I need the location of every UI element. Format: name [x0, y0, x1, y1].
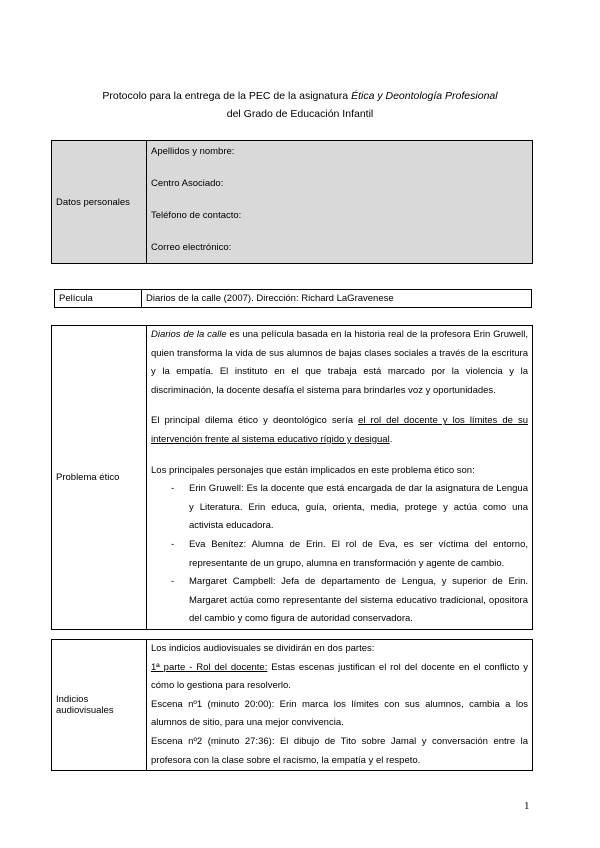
page-number: 1 — [524, 800, 530, 812]
dilemma-prefix: El principal dilema ético y deontológico sería — [151, 415, 359, 427]
name-field[interactable]: Apellidos y nombre: — [151, 146, 235, 157]
dilemma-underlined: el rol del docente y los límites de su intervención frente al sistema educativo rígido y desigual — [151, 415, 528, 445]
title-prefix: Protocolo para la entrega de la PEC de la asignatura — [102, 90, 352, 102]
part1-paragraph — [151, 659, 528, 696]
ethical-problem-label: Problema ético — [52, 326, 147, 630]
audiovisual-label: Indicios audiovisuales — [52, 640, 147, 771]
audiovisual-table — [51, 639, 533, 771]
list-item: - Eva Benítez: Alumna de Erin. El rol de Eva, es ser víctima del entorno, representante de un grupo, alumna en transformación y agente de cambio. — [171, 536, 528, 573]
characters-list — [151, 480, 528, 629]
characters-intro: Los principales personajes que están implicados en este problema ético son: — [151, 464, 475, 476]
phone-field[interactable]: Teléfono de contacto: — [151, 210, 242, 221]
personal-data-label: Datos personales — [52, 141, 147, 264]
ethical-problem-content — [147, 326, 533, 630]
subject-name: Ética y Deontología Profesional — [351, 90, 498, 102]
document-subtitle: del Grado de Educación Infantil — [226, 108, 374, 120]
center-field[interactable]: Centro Asociado: — [151, 178, 224, 189]
film-value: Diarios de la calle (2007). Dirección: Richard LaGravenese — [142, 290, 532, 308]
list-item: - Margaret Campbell: Jefa de departamento de Lengua, y superior de Erin. Margaret actúa como representante del sistema educativo tradicional, opositora del cambio y como figura de autoridad conservadora. — [171, 573, 528, 629]
scene2-paragraph: Escena nº2 (minuto 27:36): El dibujo de Tito sobre Jamal y conversación entre la profesora con la clase sobre el racismo, la empatía y el respeto. — [151, 735, 528, 766]
personal-data-table — [51, 140, 533, 264]
dilemma-paragraph — [151, 412, 528, 449]
list-item: - Erin Gruwell: Es la docente que está encargada de dar la asignatura de Lengua y Literatura. Erin educa, guía, orienta, media, protege y actúa como una activista educadora. — [171, 480, 528, 536]
dilemma-suffix: . — [389, 433, 393, 445]
intro-paragraph — [151, 326, 528, 400]
email-field[interactable]: Correo electrónico: — [151, 242, 232, 253]
scene1-paragraph: Escena nº1 (minuto 20:00): Erin marca los límites con sus alumnos, cambia a los alumnos de sitio, para una mejor convivencia. — [151, 698, 528, 729]
part1-text: Estas escenas justifican el rol del docente en el conflicto y cómo lo gestiona para resolverlo. — [151, 661, 528, 692]
document-title — [60, 87, 540, 105]
film-table — [54, 289, 532, 308]
audiovisual-content — [147, 640, 533, 771]
intro-text: es una película basada en la historia real de la profesora Erin Gruwell, quien transforma la vida de sus alumnos de bajas clases sociales a través de la escritura y la empatía. El instituto en el que trabaja está marcado por la violencia y la discriminación, la docente desafía el sistema para brindarles voz y oportunidades. — [151, 329, 528, 396]
part1-title: 1ª parte - Rol del docente: — [151, 661, 268, 673]
ethical-problem-table — [51, 325, 533, 630]
indicios-intro: Los indicios audiovisuales se dividirán en dos partes: — [151, 643, 375, 654]
film-title-italic: Diarios de la calle — [151, 329, 227, 340]
film-label: Película — [55, 290, 142, 308]
personal-data-fields — [147, 141, 533, 264]
